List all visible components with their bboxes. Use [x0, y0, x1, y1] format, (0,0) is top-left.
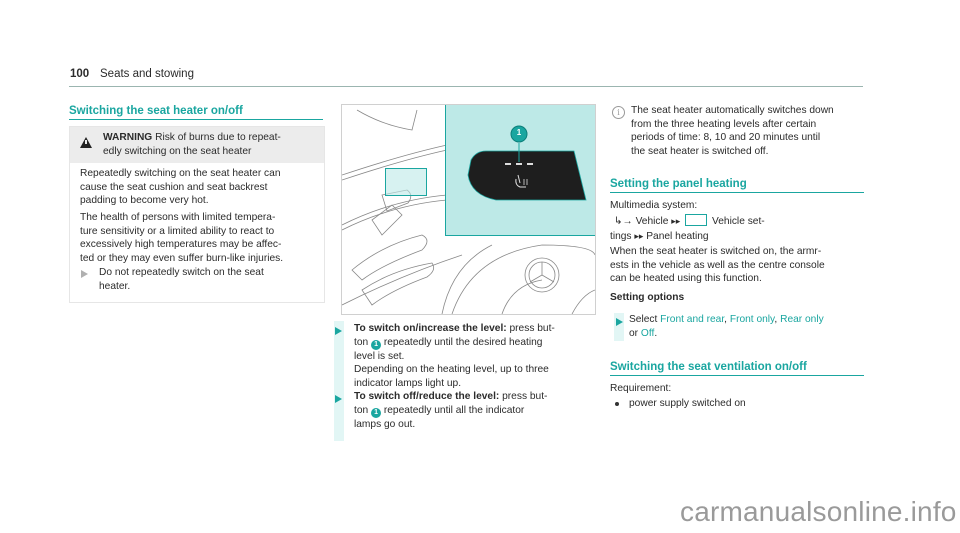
warning-label: WARNING — [103, 132, 153, 143]
menu-vehicle-settings-cont[interactable]: tings — [610, 231, 632, 242]
menu-vehicle-settings[interactable]: Vehicle set- — [712, 216, 765, 227]
warning-line2: edly switching on the seat heater — [103, 145, 252, 157]
step-switch-on — [354, 322, 614, 390]
callout-1-icon: 1 — [371, 408, 381, 418]
callout-number: 1 — [516, 128, 522, 137]
double-chevron-icon: ▸▸ — [671, 216, 681, 226]
heading-rule — [610, 375, 864, 376]
text-line: Do not repeatedly switch on the seat — [99, 267, 264, 278]
info-icon: i — [612, 106, 625, 119]
menu-path — [614, 214, 864, 229]
vehicle-settings-icon — [685, 214, 707, 226]
separator: , — [774, 314, 778, 325]
text-line: ests in the vehicle as well as the centre console — [610, 259, 825, 271]
text-line: level is set. — [354, 350, 405, 362]
text-line: can be heated using this function. — [610, 273, 762, 285]
warning-para2 — [80, 211, 325, 265]
text-line: press but- — [499, 391, 548, 402]
requirement-label: Requirement: — [610, 383, 672, 394]
highlight-zoom-area — [385, 168, 427, 196]
heading-rule — [69, 119, 323, 120]
text-line: the seat heater is switched off. — [631, 145, 769, 157]
watermark: carmanualsonline.info — [680, 496, 957, 527]
text-line: ted or they may even suffer burn-like injuries. — [80, 252, 284, 264]
warning-headline — [103, 131, 318, 158]
multimedia-label: Multimedia system: — [610, 200, 698, 211]
text-line: ton — [354, 336, 369, 348]
page-number: 100 — [70, 68, 90, 80]
option-rear-only[interactable]: Rear only — [780, 314, 824, 325]
setting-options-heading: Setting options — [610, 292, 685, 303]
text-line: ton — [354, 404, 369, 416]
text-line: from the three heating levels after certain — [631, 118, 817, 130]
step-arrow-icon — [335, 327, 342, 335]
seat-heater-button-drawing — [446, 105, 596, 235]
enter-arrow-icon: ↳→ — [614, 216, 633, 227]
setting-options — [629, 313, 869, 340]
text-line: Repeatedly switching on the seat heater can — [80, 168, 281, 179]
heading-rule — [610, 192, 864, 193]
text-line: indicator lamps light up. — [354, 377, 462, 389]
header-divider — [69, 86, 863, 87]
menu-panel-heating[interactable]: Panel heating — [646, 231, 709, 242]
callout-1-icon: 1 — [371, 340, 381, 350]
text-line: ture sensitivity or a limited ability to react to — [80, 225, 275, 237]
or-label: or — [629, 327, 639, 339]
action-arrow-icon — [81, 270, 88, 278]
step-label: To switch off/reduce the level: — [354, 391, 500, 402]
text-line: padding to become very hot. — [80, 195, 209, 207]
warning-mark — [85, 140, 86, 144]
requirement-item: power supply switched on — [629, 398, 746, 409]
option-off[interactable]: Off — [640, 327, 655, 339]
text-line: The seat heater automatically switches down — [631, 105, 834, 116]
separator: , — [724, 314, 728, 325]
text-line: cause the seat cushion and seat backrest — [80, 181, 268, 193]
warning-action — [99, 266, 264, 293]
heading-seat-ventilation: Switching the seat ventilation on/off — [610, 361, 807, 373]
text-line: Depending on the heating level, up to three — [354, 364, 549, 376]
step-label: To switch on/increase the level: — [354, 323, 507, 334]
text-line: repeatedly until all the indicator — [381, 404, 525, 416]
steps-bar — [334, 321, 344, 441]
period: . — [654, 327, 658, 339]
text-line: excessively high temperatures may be affec- — [80, 239, 282, 251]
seat-heater-illustration — [341, 104, 596, 315]
option-front-only[interactable]: Front only — [729, 314, 775, 325]
text-line: repeatedly until the desired heating — [381, 336, 543, 348]
heading-seat-heater: Switching the seat heater on/off — [69, 105, 243, 117]
text-line: heater. — [99, 280, 131, 292]
warning-line1: Risk of burns due to repeat- — [152, 132, 281, 143]
step-switch-off — [354, 390, 614, 431]
warning-para1 — [80, 167, 320, 208]
info-note — [631, 104, 871, 158]
text-line: When the seat heater is switched on, the armr- — [610, 246, 822, 257]
text-line: The health of persons with limited tempera- — [80, 212, 276, 223]
section-title: Seats and stowing — [100, 68, 194, 80]
menu-vehicle[interactable]: Vehicle — [635, 216, 669, 227]
panel-description — [610, 245, 870, 286]
text-line: lamps go out. — [354, 418, 416, 430]
double-chevron-icon: ▸▸ — [634, 231, 644, 241]
menu-path-line2 — [610, 230, 709, 244]
bullet-dot-icon — [615, 402, 619, 406]
button-closeup-inset — [445, 105, 596, 236]
step-arrow-icon — [335, 395, 342, 403]
text-line: press but- — [506, 323, 555, 334]
select-label: Select — [629, 314, 658, 325]
warning-header — [70, 127, 324, 163]
warning-box — [69, 126, 325, 303]
step-arrow-icon — [616, 318, 623, 326]
option-front-and-rear[interactable]: Front and rear — [660, 314, 725, 325]
heading-panel-heating: Setting the panel heating — [610, 178, 747, 190]
text-line: periods of time: 8, 10 and 20 minutes until — [631, 132, 821, 144]
